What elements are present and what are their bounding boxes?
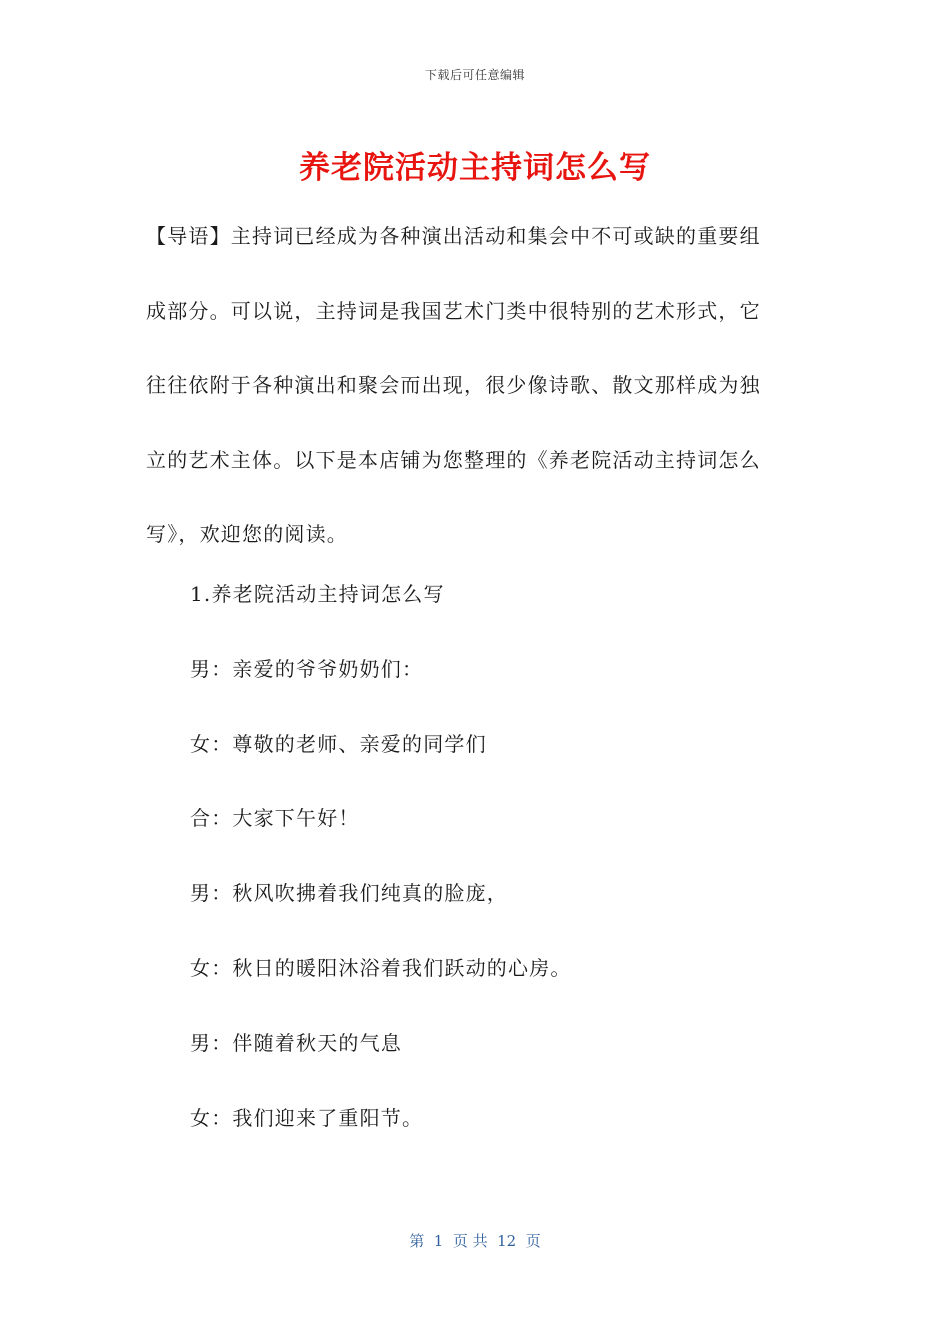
script-line: 男：伴随着秋天的气息	[190, 1030, 402, 1055]
intro-line: 【导语】主持词已经成为各种演出活动和集会中不可或缺的重要组	[146, 224, 761, 248]
intro-line: 写》，欢迎您的阅读。	[146, 522, 348, 546]
header-note: 下载后可任意编辑	[424, 68, 525, 82]
intro-line: 往往依附于各种演出和聚会而出现，很少像诗歌、散文那样成为独	[146, 373, 761, 397]
section-heading: 1.养老院活动主持词怎么写	[190, 582, 445, 606]
page-number-footer: 第 1 页 共 12 页	[409, 1232, 541, 1250]
script-body	[190, 557, 790, 1155]
intro-line: 成部分。可以说，主持词是我国艺术门类中很特别的艺术形式，它	[146, 298, 761, 323]
script-line: 女：我们迎来了重阳节。	[190, 1105, 424, 1130]
script-line: 男：亲爱的爷爷奶奶们：	[190, 656, 424, 681]
script-line: 女：尊敬的老师、亲爱的同学们	[190, 731, 487, 756]
script-line: 女：秋日的暖阳沐浴着我们跃动的心房。	[190, 955, 572, 980]
script-line: 男：秋风吹拂着我们纯真的脸庞，	[190, 881, 508, 906]
intro-line: 立的艺术主体。以下是本店铺为您整理的《养老院活动主持词怎么	[146, 447, 761, 472]
document-title: 养老院活动主持词怎么写	[299, 150, 651, 186]
intro-paragraph	[146, 199, 796, 572]
script-line: 合：大家下午好！	[190, 806, 360, 831]
